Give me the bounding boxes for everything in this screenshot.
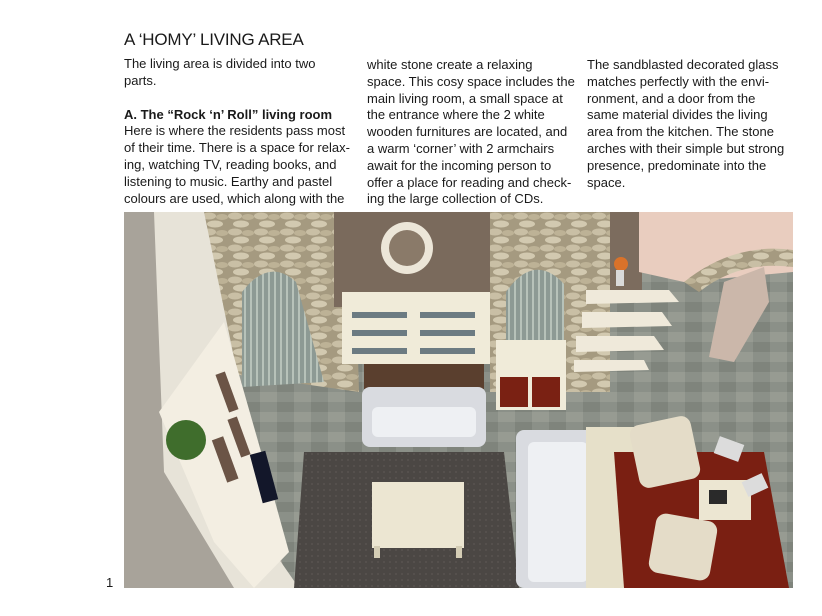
text-line: a warm ‘corner’ with 2 armchairs [367, 140, 555, 156]
text-line: parts. [124, 72, 157, 88]
text-line: Here is where the residents pass most [124, 123, 346, 139]
text-line: white stone create a relaxing [367, 57, 533, 72]
plant [166, 420, 206, 460]
text-line: ing the large collection of CDs. [367, 191, 544, 207]
text-line: listening to music. Earthy and pastel [124, 173, 333, 189]
text-line: matches perfectly with the envi- [587, 73, 770, 89]
floating-shelf [586, 290, 679, 304]
section-subheading: A. The “Rock ‘n’ Roll” living room [124, 106, 333, 122]
cd-shelf [364, 364, 484, 389]
text-line: space. [587, 174, 626, 190]
text-line: colours are used, which along with the [124, 190, 345, 206]
text-line: main living room, a small space at [367, 90, 563, 106]
text-column-2 [367, 57, 577, 208]
coffee-table [372, 482, 464, 548]
text-column-3 [587, 57, 797, 191]
text-line: wooden furnitures are located, and [367, 124, 568, 140]
page-title: A ‘HOMY’ LIVING AREA [124, 30, 304, 49]
text-line: ing, watching TV, reading books, and [124, 156, 337, 172]
text-line: space. This cosy space includes the [367, 73, 575, 89]
living-room-render [124, 212, 793, 588]
text-line: presence, predominate into the [587, 157, 767, 173]
text-line: The sandblasted decorated glass [587, 57, 779, 72]
flower-vase [614, 257, 628, 271]
text-line: await for the incoming person to [367, 157, 552, 173]
armchair [628, 414, 702, 489]
brown-wall-right [610, 212, 642, 302]
text-column-1 [124, 56, 356, 207]
text-line: same material divides the living [587, 107, 768, 123]
text-line: arches with their simple but strong [587, 140, 785, 156]
text-line: of their time. There is a space for relax- [124, 140, 350, 156]
text-line: the entrance where the 2 white [367, 107, 545, 123]
text-line: area from the kitchen. The stone [587, 124, 774, 140]
text-line: ronment, and a door from the [587, 90, 756, 106]
text-line: offer a place for reading and check- [367, 174, 572, 190]
page-number: 1 [106, 575, 114, 590]
text-line: The living area is divided into two [124, 56, 316, 71]
armchair [647, 512, 718, 582]
